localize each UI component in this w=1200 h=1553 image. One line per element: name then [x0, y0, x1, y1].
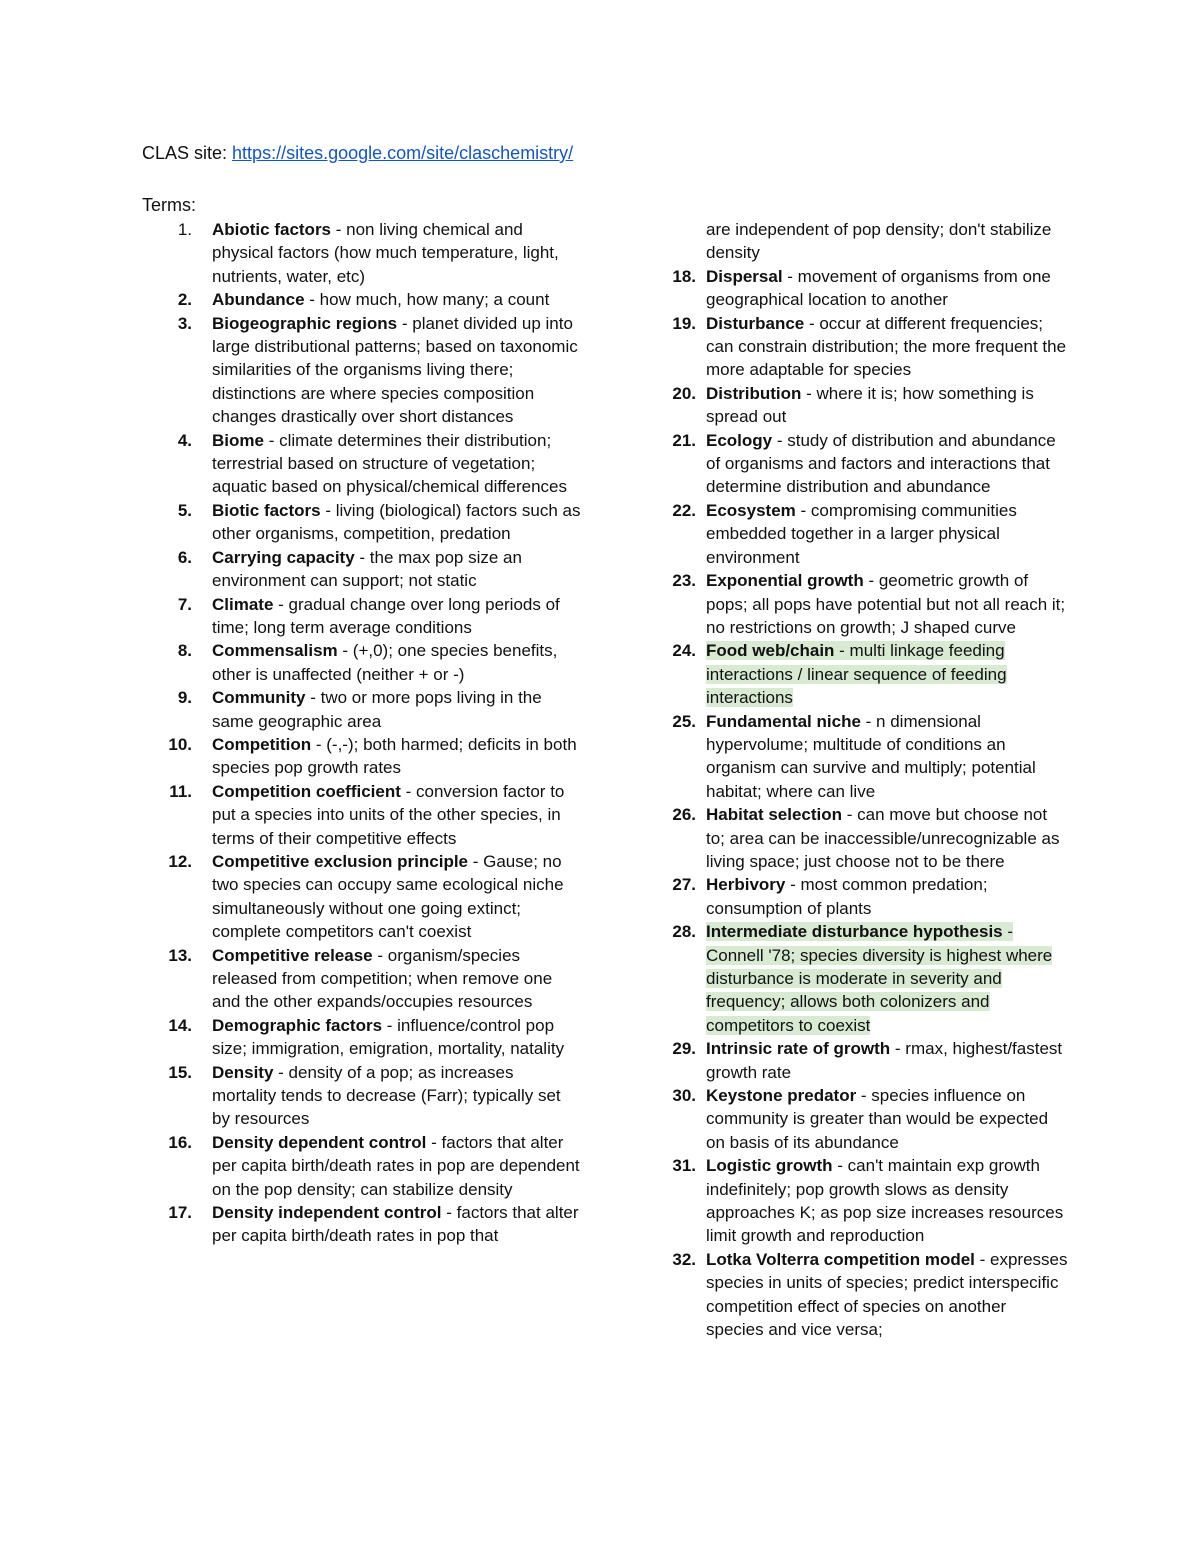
item-text	[212, 946, 552, 1012]
clas-site-label: CLAS site:	[142, 143, 233, 163]
term-definition: - (+,0); one species benefits, other is unaffected (neither + or -)	[212, 641, 558, 684]
list-item	[142, 1201, 582, 1248]
term-definition: - compromising communities embedded together in a larger physical environment	[706, 500, 1017, 567]
term-definition: - species influence on community is greater than would be expected on basis of its abundance	[706, 1086, 1049, 1152]
list-item	[142, 686, 582, 733]
term-name: Disturbance	[706, 313, 805, 333]
item-text	[212, 314, 578, 427]
term-name: Food web/chain	[706, 641, 835, 661]
list-item	[142, 429, 582, 499]
list-item	[142, 312, 582, 429]
term-name: Density	[212, 1062, 274, 1082]
list-number: 11.	[169, 781, 192, 801]
list-item	[668, 803, 1068, 873]
term-name: Habitat selection	[706, 805, 843, 825]
item-text	[212, 641, 557, 683]
term-name: Fundamental niche	[706, 711, 861, 731]
list-item	[668, 499, 1068, 569]
list-number: 9.	[177, 688, 192, 708]
item-text	[212, 595, 560, 637]
list-number: 26.	[672, 805, 696, 825]
list-item	[668, 382, 1068, 429]
list-item	[668, 1154, 1068, 1248]
list-item	[142, 944, 582, 1014]
list-item	[142, 499, 582, 546]
list-item	[668, 639, 1068, 709]
list-item	[668, 1248, 1068, 1342]
list-item	[668, 1084, 1068, 1154]
list-number: 20.	[672, 383, 696, 403]
list-item	[142, 733, 582, 780]
term-definition: - movement of organisms from one geographical location to another	[706, 266, 1051, 310]
term-name: Competitive exclusion principle	[212, 851, 469, 871]
item-text	[212, 290, 549, 309]
list-number: 23.	[672, 571, 696, 591]
item-text	[212, 688, 542, 730]
item-text	[706, 571, 1065, 637]
term-definition: - the max pop size an environment can support; not static	[212, 547, 522, 591]
item-text	[212, 1063, 561, 1129]
term-name: Intermediate disturbance hypothesis	[706, 922, 1003, 942]
term-definition: - gradual change over long periods of time; long term average conditions	[212, 594, 560, 637]
list-item	[142, 218, 582, 288]
clas-site-link[interactable]: https://sites.google.com/site/claschemistry/	[232, 143, 574, 163]
list-item	[668, 873, 1068, 920]
term-definition: - where it is; how something is spread out	[706, 383, 1034, 427]
term-definition: - planet divided up into large distributional patterns; based on taxonomic similarities of the organisms living there; distinctions are where species composition changes drastically over short distances	[212, 313, 578, 427]
list-item	[668, 265, 1068, 312]
list-number: 27.	[672, 875, 696, 895]
list-number: 16.	[168, 1132, 192, 1152]
term-name: Community	[212, 688, 306, 708]
term-definition: - two or more pops living in the same geographic area	[212, 688, 542, 731]
term-definition: - climate determines their distribution; terrestrial based on structure of vegetation; aquatic based on physical/chemical differences	[212, 430, 568, 497]
list-number: 10.	[168, 734, 192, 754]
list-item	[142, 288, 582, 311]
term-name: Biogeographic regions	[212, 313, 398, 333]
list-item	[142, 780, 582, 850]
item-text	[212, 548, 522, 590]
list-item	[142, 1014, 582, 1061]
item-text	[706, 712, 1036, 801]
term-definition: - geometric growth of pops; all pops have potential but not all reach it; no restrictions on growth; J shaped curve	[706, 571, 1066, 637]
list-item	[668, 569, 1068, 639]
item-text	[706, 267, 1051, 309]
term-definition: - how much, how many; a count	[304, 290, 550, 310]
list-number: 22.	[672, 500, 696, 520]
term-definition: - factors that alter per capita birth/death rates in pop that	[212, 1203, 579, 1246]
term-definition: - density of a pop; as increases mortality tends to decrease (Farr); typically set by resources	[212, 1062, 561, 1129]
term-name: Keystone predator	[706, 1086, 857, 1106]
list-number: 32.	[672, 1249, 696, 1269]
term-definition: - can't maintain exp growth indefinitely; pop growth slows as density approaches K; as pop size increases resources limit growth and reproduction	[706, 1156, 1064, 1246]
term-definition: - non living chemical and physical factors (how much temperature, light, nutrients, water, etc)	[212, 220, 559, 286]
list-item	[142, 593, 582, 640]
list-number: 31.	[672, 1156, 696, 1176]
item-text	[212, 1203, 579, 1245]
term-name: Logistic growth	[706, 1156, 833, 1176]
term-name: Competitive release	[212, 945, 373, 965]
term-name: Density dependent control	[212, 1132, 427, 1152]
term-name: Competition coefficient	[212, 781, 401, 801]
term-definition: - (-,-); both harmed; deficits in both species pop growth rates	[212, 734, 577, 778]
list-number: 18.	[672, 266, 696, 286]
list-number: 14.	[168, 1015, 192, 1035]
term-name: Biome	[212, 430, 264, 450]
term-definition: - study of distribution and abundance of organisms and factors and interactions that determine distribution and abundance	[706, 430, 1056, 497]
clas-site-line	[142, 141, 573, 165]
list-item	[142, 639, 582, 686]
term-definition: - most common predation; consumption of plants	[706, 875, 988, 918]
highlighted-text	[706, 641, 1007, 707]
term-definition: - influence/control pop size; immigration, emigration, mortality, natality	[212, 1015, 565, 1059]
item-text	[212, 782, 564, 848]
term-definition: - conversion factor to put a species into units of the other species, in terms of their competitive effects	[212, 781, 565, 848]
list-item	[668, 429, 1068, 499]
list-item	[142, 1061, 582, 1131]
list-item	[142, 546, 582, 593]
list-number: 13.	[168, 945, 192, 965]
list-number: 25.	[672, 711, 696, 731]
item-text	[212, 1133, 580, 1199]
item-text	[706, 1086, 1048, 1152]
list-item	[142, 1131, 582, 1201]
term-definition: - factors that alter per capita birth/death rates in pop are dependent on the pop density; can stabilize density	[212, 1132, 580, 1199]
highlighted-text	[706, 922, 1052, 1035]
item-text	[212, 220, 559, 286]
term-name: Competition	[212, 734, 312, 754]
list-number: 15.	[168, 1062, 192, 1082]
list-number: 17.	[168, 1203, 192, 1223]
item-text	[212, 501, 580, 543]
term-name: Climate	[212, 594, 274, 614]
term-name: Dispersal	[706, 266, 783, 286]
term-name: Lotka Volterra competition model	[706, 1249, 975, 1269]
list-item	[668, 312, 1068, 382]
list-number: 2.	[177, 290, 192, 310]
list-item	[668, 1037, 1068, 1084]
term-name: Intrinsic rate of growth	[706, 1039, 891, 1059]
term-name: Distribution	[706, 383, 802, 403]
item-text	[212, 735, 577, 777]
item-text	[212, 1016, 564, 1058]
term-name: Demographic factors	[212, 1015, 383, 1035]
item-text	[706, 805, 1059, 871]
list-number: 12.	[168, 851, 192, 871]
list-number: 7.	[177, 594, 192, 614]
term-definition: - multi linkage feeding interactions / linear sequence of feeding interactions	[706, 641, 1007, 708]
list-item	[142, 850, 582, 944]
item-text	[706, 875, 988, 917]
term-name: Commensalism	[212, 641, 338, 661]
term-name: Biotic factors	[212, 500, 321, 520]
list-number: 8.	[177, 641, 192, 661]
item-text	[706, 384, 1034, 426]
term-name: Density independent control	[212, 1203, 442, 1223]
item-text	[706, 1039, 1062, 1081]
list-number: 19.	[672, 313, 696, 333]
term-definition: - expresses species in units of species; predict interspecific competition effect of species on another species and vice versa;	[706, 1249, 1068, 1340]
list-item-continuation: are independent of pop density; don't stabilize density	[706, 220, 1052, 263]
term-name: Exponential growth	[706, 571, 864, 591]
list-number: 28.	[672, 922, 696, 942]
terms-heading: Terms:	[142, 195, 196, 215]
item-text	[212, 852, 564, 941]
terms-list-right	[668, 218, 1068, 1342]
item-text	[706, 501, 1017, 567]
term-definition: - n dimensional hypervolume; multitude of conditions an organism can survive and multiply; potential habitat; where can live	[706, 711, 1036, 801]
term-name: Abiotic factors	[212, 220, 332, 239]
list-item	[668, 710, 1068, 804]
term-definition: - can move but choose not to; area can be inaccessible/unrecognizable as living space; just choose not to be there	[706, 805, 1060, 871]
item-text	[706, 1250, 1067, 1339]
list-number: 1.	[177, 220, 192, 239]
term-definition: - rmax, highest/fastest growth rate	[706, 1039, 1063, 1082]
terms-list-left	[142, 218, 582, 1248]
term-name: Herbivory	[706, 875, 786, 895]
term-name: Carrying capacity	[212, 547, 355, 567]
list-number: 30.	[672, 1086, 696, 1106]
term-definition: - living (biological) factors such as other organisms, competition, predation	[212, 500, 581, 544]
term-name: Abundance	[212, 290, 305, 310]
list-number: 24.	[672, 641, 696, 661]
list-number: 29.	[672, 1039, 696, 1059]
term-definition: - occur at different frequencies; can constrain distribution; the more frequent the more adaptable for species	[706, 313, 1067, 380]
list-number: 6.	[177, 547, 192, 567]
item-text	[706, 1156, 1063, 1245]
term-definition: - organism/species released from competition; when remove one and the other expands/occupies resources	[212, 945, 553, 1012]
term-name: Ecosystem	[706, 500, 796, 520]
list-item	[668, 920, 1068, 1037]
list-number: 5.	[177, 500, 192, 520]
item-text	[706, 431, 1056, 497]
list-number: 21.	[672, 430, 696, 450]
term-definition: - Gause; no two species can occupy same ecological niche simultaneously without one going extinct; complete competitors can't coexist	[212, 851, 564, 942]
item-text	[706, 314, 1066, 380]
list-number: 4.	[177, 430, 192, 450]
term-name: Ecology	[706, 430, 773, 450]
term-definition: - Connell '78; species diversity is highest where disturbance is moderate in severity and frequency; allows both colonizers and competitors to coexist	[706, 922, 1053, 1035]
list-number: 3.	[177, 313, 192, 333]
item-text	[212, 431, 567, 497]
